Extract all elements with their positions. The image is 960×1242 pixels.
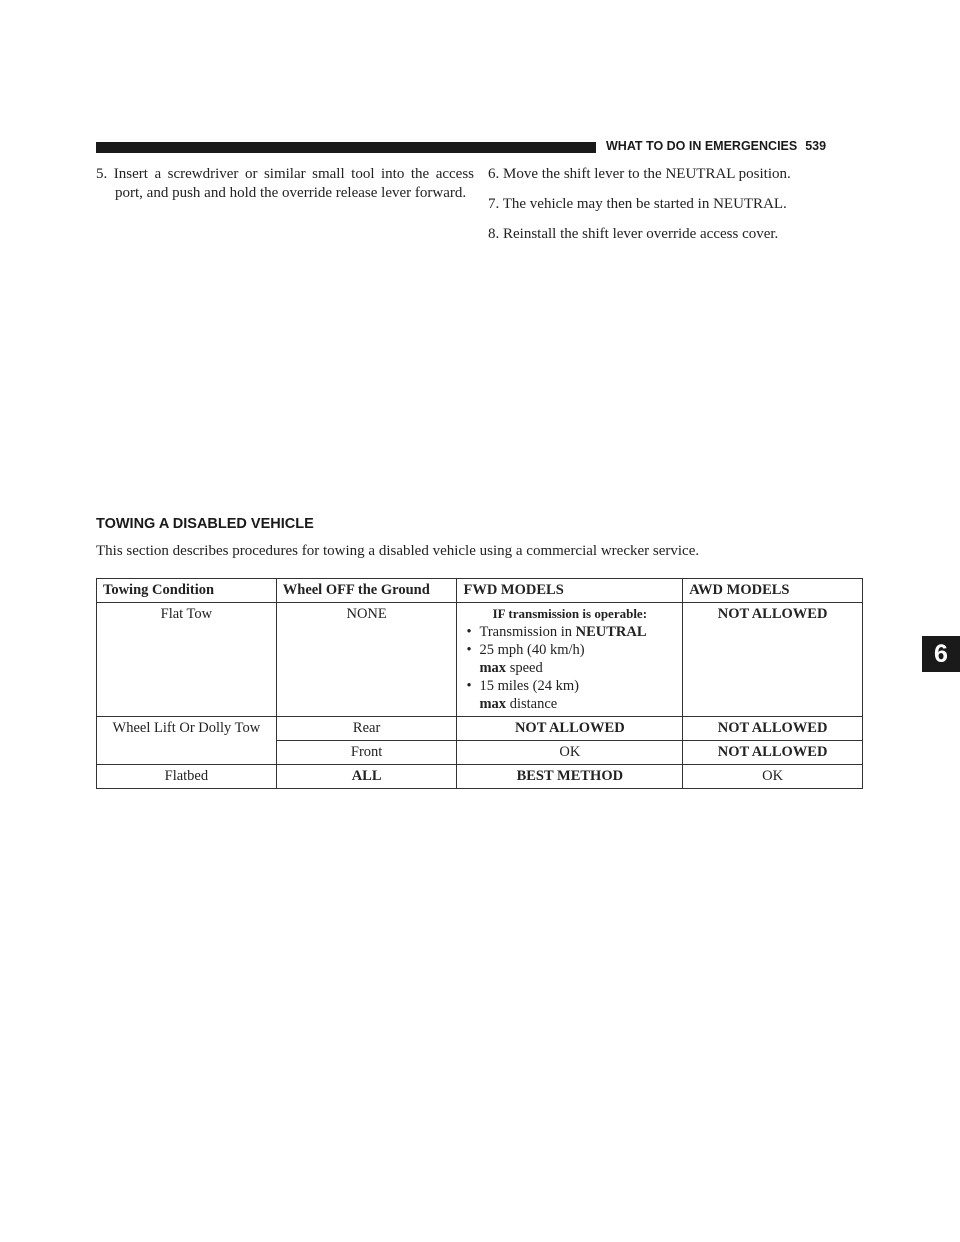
chapter-tab-number: 6 <box>934 640 948 668</box>
table-header-row <box>97 579 863 603</box>
header-rule <box>96 142 596 153</box>
step-8-text: Reinstall the shift lever override access cover. <box>503 226 779 242</box>
wheel-lift-rear: Rear <box>276 717 457 741</box>
step-5-text: Insert a screwdriver or similar small tool into the access port, and push and hold the override release lever forward. <box>113 166 475 201</box>
list-item: • 25 mph (40 km/h) max speed <box>463 641 676 677</box>
step-6-number: 6. <box>488 166 500 182</box>
flatbed-awd: OK <box>683 765 863 789</box>
table-row <box>97 717 863 741</box>
flatbed-condition: Flatbed <box>97 765 277 789</box>
step-6 <box>488 165 868 184</box>
step-5-number: 5. <box>96 166 108 182</box>
towing-table <box>96 578 863 789</box>
fwd-operable-heading: IF transmission is operable: <box>492 606 648 621</box>
list-item: • Transmission in NEUTRAL <box>463 623 676 641</box>
header-fwd-models: FWD MODELS <box>457 579 683 603</box>
wheel-lift-rear-fwd: NOT ALLOWED <box>457 717 683 741</box>
header-wheel-off-ground: Wheel OFF the Ground <box>276 579 457 603</box>
flat-tow-condition: Flat Tow <box>97 603 277 717</box>
list-item: • 15 miles (24 km) max distance <box>463 677 676 713</box>
right-column <box>488 165 868 255</box>
step-5 <box>96 165 474 203</box>
left-column <box>96 165 474 203</box>
step-7-number: 7. <box>488 196 500 212</box>
fwd-conditions-list <box>463 623 676 713</box>
section-intro: This section describes procedures for towing a disabled vehicle using a commercial wrecker service. <box>96 543 700 559</box>
step-6-text: Move the shift lever to the NEUTRAL position. <box>503 166 791 182</box>
wheel-lift-front: Front <box>276 741 457 765</box>
step-8-number: 8. <box>488 226 500 242</box>
section-title: TOWING A DISABLED VEHICLE <box>96 516 314 532</box>
table-row <box>97 603 863 717</box>
wheel-lift-condition: Wheel Lift Or Dolly Tow <box>97 717 277 765</box>
page-number: 539 <box>805 139 827 153</box>
header-section-title: WHAT TO DO IN EMERGENCIES <box>606 139 798 153</box>
step-8 <box>488 225 868 244</box>
flatbed-fwd: BEST METHOD <box>457 765 683 789</box>
running-header <box>606 139 826 153</box>
chapter-tab <box>922 636 960 672</box>
wheel-lift-rear-awd: NOT ALLOWED <box>683 717 863 741</box>
step-7-text: The vehicle may then be started in NEUTRAL. <box>502 196 787 212</box>
flat-tow-fwd <box>457 603 683 717</box>
header-towing-condition: Towing Condition <box>97 579 277 603</box>
table-row <box>97 765 863 789</box>
step-7 <box>488 195 868 214</box>
flatbed-wheel: ALL <box>276 765 457 789</box>
flat-tow-awd: NOT ALLOWED <box>683 603 863 717</box>
flat-tow-wheel: NONE <box>276 603 457 717</box>
wheel-lift-front-awd: NOT ALLOWED <box>683 741 863 765</box>
header-awd-models: AWD MODELS <box>683 579 863 603</box>
wheel-lift-front-fwd: OK <box>457 741 683 765</box>
